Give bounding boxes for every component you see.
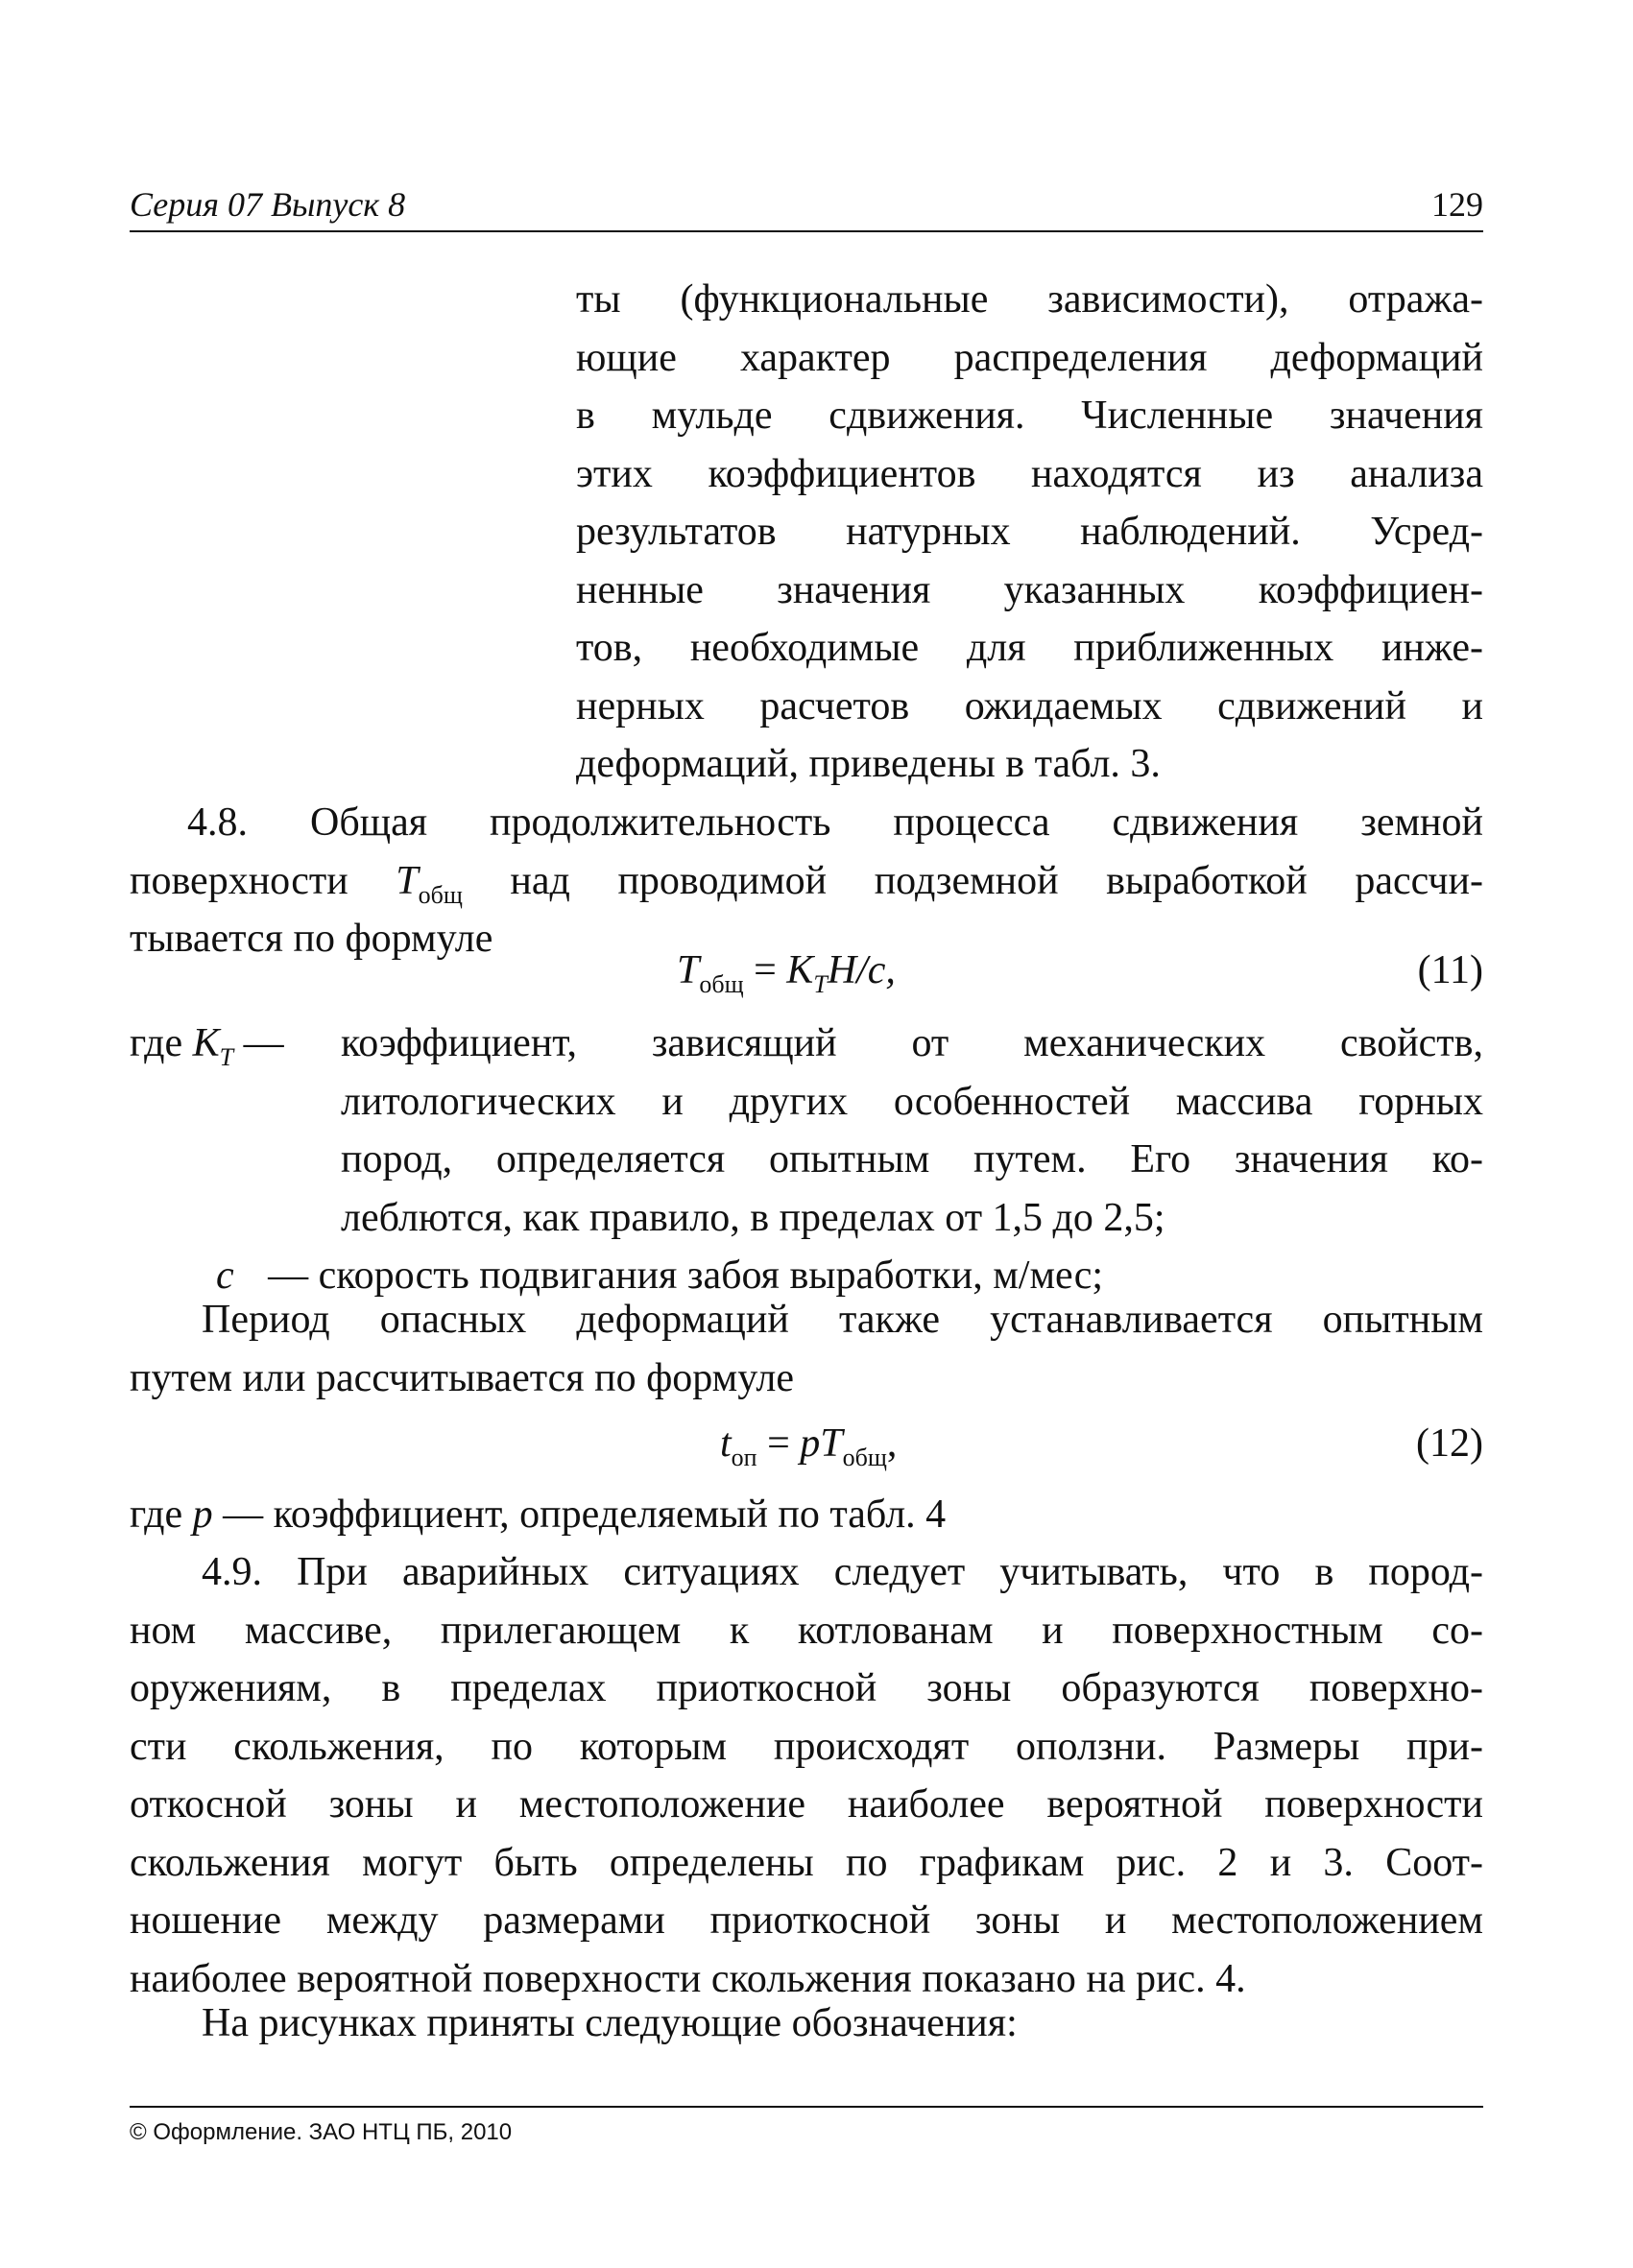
text-line: где p — коэффициент, определяемый по табл. 4	[130, 1492, 947, 1537]
formula-11: $T_{общ} = K_TH/c$,	[677, 948, 896, 998]
page-header	[130, 182, 1483, 232]
text-line: ненные значения указанных коэффициен-	[576, 567, 1483, 612]
text-line: этих коэффициентов находятся из анализа	[576, 451, 1483, 496]
text-line: ношение между размерами приоткосной зоны и местоположением	[130, 1898, 1483, 1943]
text-line: скольжения могут быть определены по графикам рис. 2 и 3. Соот-	[130, 1840, 1483, 1885]
section-4-9	[130, 1543, 1483, 2008]
text-line: 4.8. Общая продолжительность процесса сдвижения земной	[187, 800, 1483, 845]
period-paragraph	[130, 1291, 1483, 1407]
text-line: коэффициент, зависящий от механических свойств,	[341, 1021, 1483, 1065]
formula-12: $t_{оп} = pT_{общ}$,	[720, 1421, 898, 1471]
text-line: Период опасных деформаций также устанавливается опытным	[202, 1298, 1483, 1342]
text-line: наиболее вероятной поверхности скольжения показано на рис. 4.	[130, 1956, 1246, 2001]
definitions-11	[130, 1015, 1483, 1302]
copyright-text: © Оформление. ЗАО НТЦ ПБ, 2010	[130, 2119, 513, 2145]
formula-number-11: (11)	[1417, 948, 1483, 992]
formula-number-12: (12)	[1416, 1421, 1483, 1466]
text-line: откосной зоны и местоположение наиболее вероятной поверхности	[130, 1782, 1483, 1826]
kt-description	[341, 1015, 1483, 1247]
continued-paragraph	[576, 271, 1483, 794]
section-4-8	[130, 794, 1483, 968]
text-line: путем или рассчитывается по формуле	[130, 1355, 794, 1400]
subscript: общ	[418, 880, 463, 909]
text-line: тывается по формуле	[130, 917, 493, 961]
text-line: тов, необходимые для приближенных инже-	[576, 626, 1483, 670]
text-line: в мульде сдвижения. Численные значения	[576, 394, 1483, 438]
text-line: На рисунках приняты следующие обозначения:	[202, 2001, 1018, 2045]
symbol-T: T	[396, 858, 419, 903]
definition-12	[130, 1486, 1483, 1544]
text-line: оружениям, в пределах приоткосной зоны образуются поверхно-	[130, 1666, 1483, 1710]
text-line: пород, определяется опытным путем. Его значения ко-	[341, 1137, 1483, 1182]
text-line: ющие характер распределения деформаций	[576, 335, 1483, 380]
text-line: ном массиве, прилегающем к котлованам и поверхностным со-	[130, 1608, 1483, 1653]
text-line: сти скольжения, по которым происходят оползни. Размеры при-	[130, 1724, 1483, 1769]
text-line: ты (функциональные зависимости), отража-	[576, 277, 1483, 322]
page-footer	[130, 2106, 1483, 2145]
series-label: Серия 07 Выпуск 8	[130, 185, 406, 224]
page-number: 129	[1431, 185, 1483, 224]
text-line: нерных расчетов ожидаемых сдвижений и	[576, 683, 1483, 728]
text-line: деформаций, приведены в табл. 3.	[576, 742, 1161, 786]
text-line: леблются, как правило, в пределах от 1,5 до 2,5;	[341, 1195, 1165, 1240]
text-line: литологических и других особенностей массива горных	[341, 1079, 1483, 1124]
c-term: c — скорость подвигания забоя выработки, м/мес;	[216, 1253, 1104, 1298]
kt-term: где $K_T$ —	[130, 1021, 284, 1071]
text-line: 4.9. При аварийных ситуациях следует учитывать, что в пород-	[202, 1550, 1483, 1594]
text-line: поверхности $T_{общ}$ над проводимой подземной выработкой рассчи-	[130, 858, 1483, 909]
figures-note	[130, 1994, 1483, 2053]
text-line: результатов натурных наблюдений. Усред-	[576, 510, 1483, 554]
